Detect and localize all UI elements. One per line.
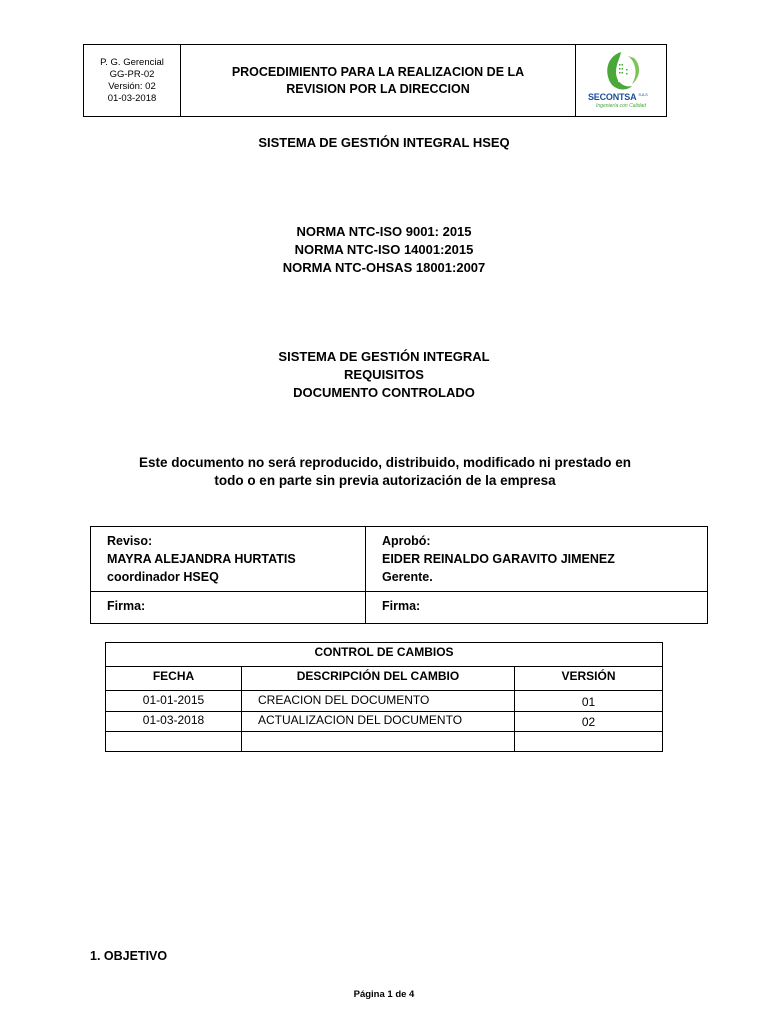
page-number: Página 1 de 4: [353, 989, 415, 1000]
approved-label: Aprobó:: [382, 534, 431, 548]
document-title-cell: [181, 45, 575, 116]
document-code: GG-PR-02: [109, 68, 155, 80]
document-code-cell: [84, 45, 181, 116]
reviewed-role: coordinador HSEQ: [107, 570, 219, 584]
process-label: P. G. Gerencial: [100, 56, 164, 68]
row-1-version: 01: [581, 695, 596, 709]
approved-role: Gerente.: [382, 570, 433, 584]
row-2-date: 01-03-2018: [142, 713, 205, 727]
document-header: [83, 44, 667, 117]
logo-tagline: Ingeniería con Calidad: [596, 102, 647, 109]
row-2-description: ACTUALIZACION DEL DOCUMENTO: [258, 713, 463, 727]
cc-divider-2: [106, 690, 662, 691]
system-title: SISTEMA DE GESTIÓN INTEGRAL HSEQ: [258, 135, 510, 150]
header-fecha: FECHA: [152, 669, 195, 683]
reviewed-cell: [91, 532, 365, 586]
logo-suffix: S.A.S: [638, 91, 648, 97]
reviewed-name: MAYRA ALEJANDRA HURTATIS: [107, 552, 296, 566]
logo-name: SECONTSA: [588, 91, 637, 102]
notice-line-1: Este documento no será reproducido, distribuido, modificado ni prestado en: [138, 455, 632, 470]
system-block-line-1: SISTEMA DE GESTIÓN INTEGRAL: [278, 349, 490, 364]
system-block-line-3: DOCUMENTO CONTROLADO: [293, 385, 475, 400]
approved-signature-label: Firma:: [382, 599, 421, 613]
norm-iso-14001: NORMA NTC-ISO 14001:2015: [294, 242, 474, 257]
header-version: VERSIÓN: [561, 669, 616, 683]
norms-block: [0, 223, 768, 277]
header-descripcion: DESCRIPCIÓN DEL CAMBIO: [296, 669, 460, 683]
cc-divider-1: [106, 666, 662, 667]
building-leaf-icon: [584, 48, 658, 94]
approval-table: [90, 526, 708, 624]
cc-divider-3: [106, 711, 662, 712]
document-title-line-1: PROCEDIMIENTO PARA LA REALIZACION DE LA: [231, 64, 525, 79]
section-objetivo: 1. OBJETIVO: [90, 949, 168, 963]
document-date: 01-03-2018: [107, 92, 157, 104]
logo-cell: [575, 45, 666, 116]
change-control-table: [105, 642, 663, 752]
approval-row-divider: [91, 591, 707, 592]
row-1-date: 01-01-2015: [142, 693, 205, 707]
document-title-line-2: REVISION POR LA DIRECCION: [286, 81, 470, 96]
norm-ohsas-18001: NORMA NTC-OHSAS 18001:2007: [282, 260, 486, 275]
reviewed-label: Reviso:: [107, 534, 153, 548]
approved-name: EIDER REINALDO GARAVITO JIMENEZ: [382, 552, 615, 566]
change-control-title: CONTROL DE CAMBIOS: [314, 645, 454, 659]
system-block: [0, 348, 768, 402]
reviewed-signature-label: Firma:: [107, 599, 146, 613]
row-2-version: 02: [581, 715, 596, 729]
system-block-line-2: REQUISITOS: [344, 367, 424, 382]
notice-line-2: todo o en parte sin previa autorización de la empresa: [214, 473, 556, 488]
row-1-description: CREACION DEL DOCUMENTO: [258, 693, 430, 707]
document-version: Versión: 02: [108, 80, 156, 92]
norm-iso-9001: NORMA NTC-ISO 9001: 2015: [296, 224, 472, 239]
confidentiality-notice: [90, 454, 680, 490]
company-logo: [584, 48, 658, 114]
approved-cell: [366, 532, 706, 586]
cc-divider-4: [106, 731, 662, 732]
